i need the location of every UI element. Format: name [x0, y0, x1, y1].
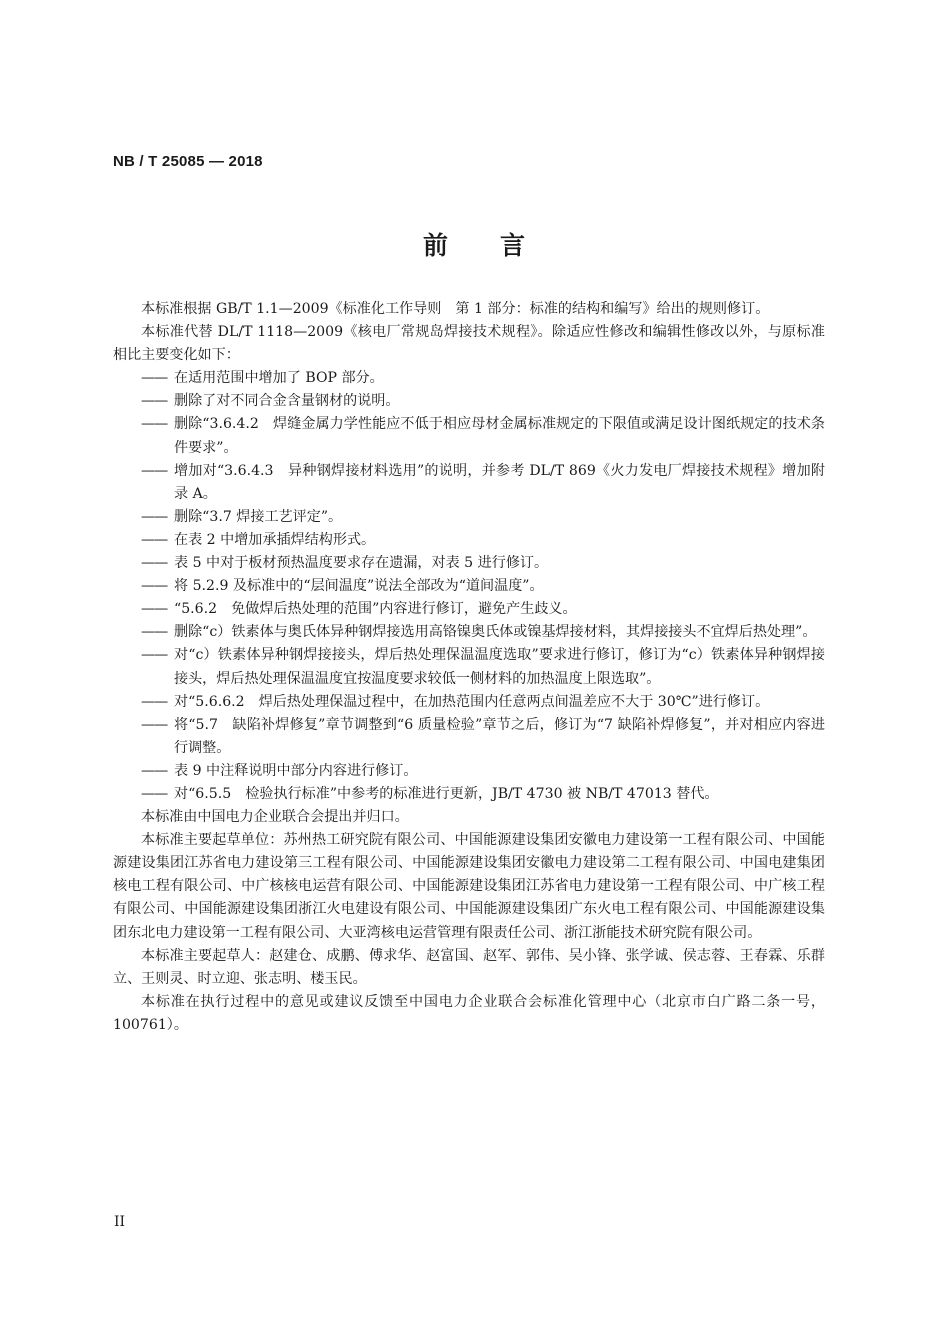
change-item: [113, 460, 825, 506]
change-text: 在表 2 中增加承插焊结构形式。: [174, 531, 376, 548]
change-item: [113, 552, 825, 575]
title-char-2: 言: [500, 231, 528, 260]
closing-paragraph: 本标准主要起草人：赵建仓、成鹏、傅求华、赵富国、赵军、郭伟、吴小锋、张学诚、侯志蓉、王春霖、乐群立、王则灵、时立迎、张志明、楼玉民。: [113, 947, 825, 987]
standard-code: NB / T 25085 — 2018: [113, 153, 263, 170]
change-text: 对“6.5.5 检验执行标准”中参考的标准进行更新，JB/T 4730 被 NB/T 47013 替代。: [174, 785, 719, 802]
change-text: 删除“3.6.4.2 焊缝金属力学性能应不低于相应母材金属标准规定的下限值或满足设计图纸规定的技术条件要求”。: [174, 416, 825, 456]
change-item: [113, 367, 825, 390]
closing-paragraph: 本标准在执行过程中的意见或建议反馈至中国电力企业联合会标准化管理中心（北京市白广路二条一号，100761）。: [113, 993, 825, 1033]
title-char-1: 前: [422, 231, 450, 260]
change-text: 对“c）铁素体异种钢焊接接头，焊后热处理保温温度选取”要求进行修订，修订为“c）铁素体异种钢焊接接头，焊后热处理保温温度宜按温度要求较低一侧材料的加热温度上限选取”。: [174, 647, 825, 687]
dash-marker: ——: [141, 393, 168, 410]
intro-paragraph: 本标准根据 GB/T 1.1—2009《标准化工作导则 第 1 部分：标准的结构和编写》给出的规则修订。: [141, 301, 770, 317]
change-text: 删除“c）铁素体与奥氏体异种钢焊接选用高铬镍奥氏体或镍基焊接材料，其焊接接头不宜焊后热处理”。: [174, 624, 817, 641]
change-text: 删除了对不同合金含量钢材的说明。: [174, 393, 400, 410]
change-text: 表 5 中对于板材预热温度要求存在遗漏，对表 5 进行修订。: [174, 555, 549, 572]
change-item: [113, 760, 825, 783]
change-text: 增加对“3.6.4.3 异种钢焊接材料选用”的说明，并参考 DL/T 869《火力发电厂焊接技术规程》增加附录 A。: [174, 462, 825, 502]
dash-marker: ——: [141, 693, 168, 710]
change-item: [113, 529, 825, 552]
intro-paragraph: 本标准代替 DL/T 1118—2009《核电厂常规岛焊接技术规程》。除适应性修改和编辑性修改以外，与原标准相比主要变化如下：: [113, 324, 825, 364]
change-text: 将 5.2.9 及标准中的“层间温度”说法全部改为“道间温度”。: [174, 578, 544, 595]
change-item: [113, 714, 825, 760]
dash-marker: ——: [141, 716, 168, 733]
dash-marker: ——: [141, 508, 168, 525]
change-item: [113, 598, 825, 621]
dash-marker: ——: [141, 416, 168, 433]
change-text: 将“5.7 缺陷补焊修复”章节调整到“6 质量检验”章节之后，修订为“7 缺陷补焊修复”，并对相应内容进行调整。: [174, 716, 825, 756]
closing-paragraph: 本标准主要起草单位：苏州热工研究院有限公司、中国能源建设集团安徽电力建设第一工程有限公司、中国能源建设集团江苏省电力建设第三工程有限公司、中国能源建设集团安徽电力建设第二工程有限公司、中国电建集团核电工程有限公司、中广核核电运营有限公司、中国能源建设集团江苏省电力建设第一工程有限公司、中广核工程有限公司、中国能源建设集团浙江火电建设有限公司、中国能源建设集团广东火电工程有限公司、中国能源建设集团东北电力建设第一工程有限公司、大亚湾核电运营管理有限责任公司、浙江浙能技术研究院有限公司。: [113, 832, 825, 941]
dash-marker: ——: [141, 462, 168, 479]
change-text: “5.6.2 免做焊后热处理的范围”内容进行修订，避免产生歧义。: [174, 601, 577, 618]
page-number: II: [114, 1214, 126, 1230]
change-item: [113, 575, 825, 598]
dash-marker: ——: [141, 762, 168, 779]
dash-marker: ——: [141, 370, 168, 387]
change-text: 删除“3.7 焊接工艺评定”。: [174, 508, 343, 525]
change-item: [113, 506, 825, 529]
dash-marker: ——: [141, 647, 168, 664]
foreword-body: [113, 298, 825, 1037]
dash-marker: ——: [141, 785, 168, 802]
change-item: [113, 621, 825, 644]
change-item: [113, 390, 825, 413]
dash-marker: ——: [141, 624, 168, 641]
change-text: 对“5.6.6.2 焊后热处理保温过程中，在加热范围内任意两点间温差应不大于 30℃”进行修订。: [174, 693, 770, 710]
change-item: [113, 644, 825, 690]
dash-marker: ——: [141, 578, 168, 595]
dash-marker: ——: [141, 531, 168, 548]
change-text: 在适用范围中增加了 BOP 部分。: [174, 370, 384, 387]
page-title: [0, 226, 950, 262]
dash-marker: ——: [141, 601, 168, 618]
change-text: 表 9 中注释说明中部分内容进行修订。: [174, 762, 418, 779]
change-item: [113, 783, 825, 806]
change-item: [113, 413, 825, 459]
change-item: [113, 691, 825, 714]
closing-paragraph: 本标准由中国电力企业联合会提出并归口。: [141, 809, 409, 826]
dash-marker: ——: [141, 555, 168, 572]
